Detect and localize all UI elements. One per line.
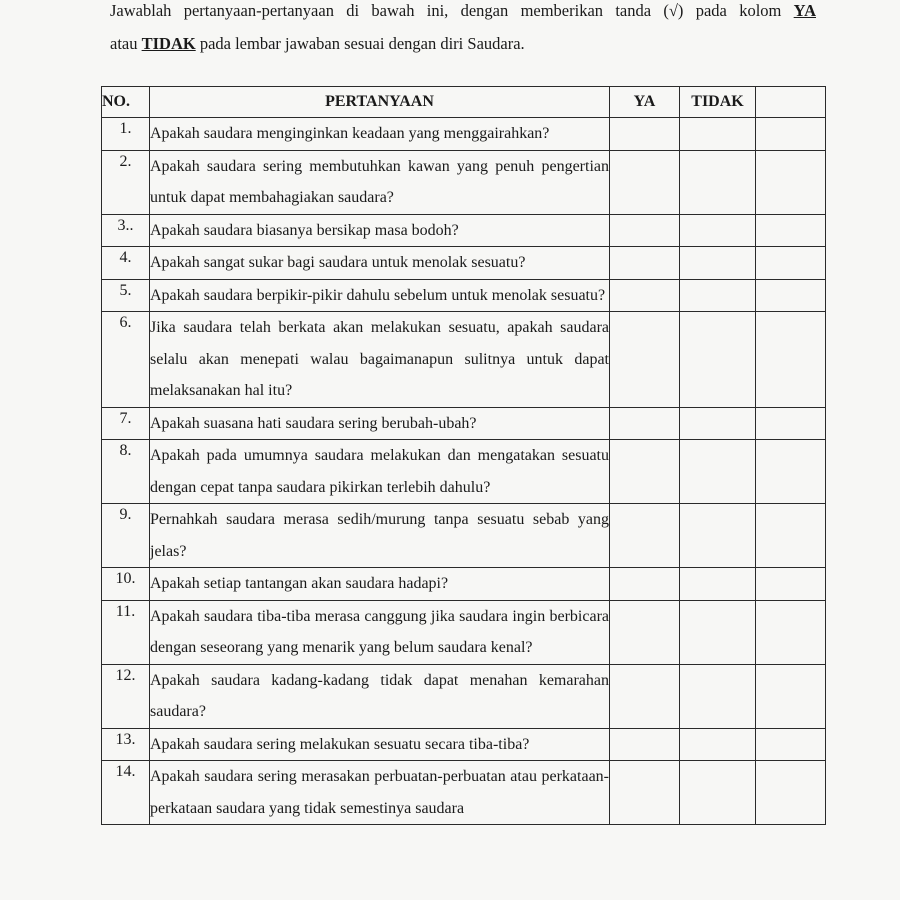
questionnaire-table [101,86,826,825]
extra-cell [756,664,826,728]
table-header-row [102,87,826,118]
question-number: 1. [102,118,150,151]
answer-tidak-cell[interactable] [680,440,756,504]
answer-ya-cell[interactable] [610,761,680,825]
question-text: Apakah setiap tantangan akan saudara hadapi? [150,568,610,601]
instructions-text-c: pada lembar jawaban sesuai dengan diri Saudara. [195,34,525,53]
question-text: Apakah pada umumnya saudara melakukan dan mengatakan sesuatu dengan cepat tanpa saudara pikirkan terlebih dahulu? [150,440,610,504]
instructions-line-2 [110,27,816,60]
answer-tidak-cell[interactable] [680,568,756,601]
instructions-text-b: atau [110,34,142,53]
table-row [102,118,826,151]
answer-ya-cell[interactable] [610,247,680,280]
question-number: 11. [102,600,150,664]
question-number: 2. [102,150,150,214]
table-row [102,247,826,280]
header-no: NO. [102,87,150,118]
table-row [102,214,826,247]
extra-cell [756,761,826,825]
question-text: Apakah saudara kadang-kadang tidak dapat menahan kemarahan saudara? [150,664,610,728]
table-row [102,728,826,761]
extra-cell [756,279,826,312]
question-text: Apakah saudara menginginkan keadaan yang menggairahkan? [150,118,610,151]
question-number: 13. [102,728,150,761]
header-question: PERTANYAAN [150,87,610,118]
table-row [102,150,826,214]
answer-tidak-cell[interactable] [680,118,756,151]
answer-ya-cell[interactable] [610,279,680,312]
question-number: 9. [102,504,150,568]
extra-cell [756,312,826,408]
instructions-line-1 [110,0,816,27]
answer-tidak-cell[interactable] [680,600,756,664]
table-row [102,761,826,825]
answer-tidak-cell[interactable] [680,728,756,761]
answer-tidak-cell[interactable] [680,761,756,825]
question-text: Apakah saudara berpikir-pikir dahulu sebelum untuk menolak sesuatu? [150,279,610,312]
answer-tidak-cell[interactable] [680,214,756,247]
extra-cell [756,407,826,440]
question-text: Apakah suasana hati saudara sering berubah-ubah? [150,407,610,440]
answer-ya-cell[interactable] [610,664,680,728]
question-text: Apakah sangat sukar bagi saudara untuk menolak sesuatu? [150,247,610,280]
extra-cell [756,504,826,568]
question-text: Apakah saudara biasanya bersikap masa bodoh? [150,214,610,247]
extra-cell [756,600,826,664]
question-number: 6. [102,312,150,408]
question-text: Apakah saudara sering merasakan perbuatan-perbuatan atau perkataan-perkataan saudara yang tidak semestinya saudara [150,761,610,825]
table-row [102,568,826,601]
answer-ya-cell[interactable] [610,407,680,440]
table-row [102,312,826,408]
extra-cell [756,247,826,280]
question-number: 10. [102,568,150,601]
question-text: Jika saudara telah berkata akan melakukan sesuatu, apakah saudara selalu akan menepati walau bagaimanapun sulitnya untuk dapat melaksanakan hal itu? [150,312,610,408]
answer-tidak-cell[interactable] [680,664,756,728]
answer-ya-cell[interactable] [610,214,680,247]
table-row [102,600,826,664]
question-text: Pernahkah saudara merasa sedih/murung tanpa sesuatu sebab yang jelas? [150,504,610,568]
extra-cell [756,440,826,504]
answer-ya-cell[interactable] [610,150,680,214]
answer-tidak-cell[interactable] [680,150,756,214]
answer-ya-cell[interactable] [610,118,680,151]
answer-tidak-cell[interactable] [680,407,756,440]
extra-cell [756,568,826,601]
answer-tidak-cell[interactable] [680,504,756,568]
instructions [110,0,816,60]
table-row [102,504,826,568]
table-row [102,407,826,440]
answer-tidak-cell[interactable] [680,279,756,312]
instructions-ya: YA [793,1,816,20]
question-number: 14. [102,761,150,825]
extra-cell [756,214,826,247]
question-text: Apakah saudara tiba-tiba merasa canggung jika saudara ingin berbicara dengan seseorang yang menarik yang belum saudara kenal? [150,600,610,664]
answer-tidak-cell[interactable] [680,312,756,408]
header-extra [756,87,826,118]
question-text: Apakah saudara sering melakukan sesuatu secara tiba-tiba? [150,728,610,761]
extra-cell [756,150,826,214]
question-number: 12. [102,664,150,728]
extra-cell [756,728,826,761]
answer-ya-cell[interactable] [610,440,680,504]
question-number: 8. [102,440,150,504]
answer-ya-cell[interactable] [610,312,680,408]
instructions-tidak: TIDAK [141,34,196,53]
question-number: 5. [102,279,150,312]
answer-ya-cell[interactable] [610,504,680,568]
answer-ya-cell[interactable] [610,568,680,601]
table-row [102,440,826,504]
table-row [102,279,826,312]
extra-cell [756,118,826,151]
header-ya: YA [610,87,680,118]
question-number: 7. [102,407,150,440]
instructions-text-a: Jawablah pertanyaan-pertanyaan di bawah ini, dengan memberikan tanda (√) pada kolom [110,1,794,20]
answer-tidak-cell[interactable] [680,247,756,280]
question-number: 4. [102,247,150,280]
header-tidak: TIDAK [680,87,756,118]
table-row [102,664,826,728]
question-number: 3.. [102,214,150,247]
answer-ya-cell[interactable] [610,600,680,664]
question-text: Apakah saudara sering membutuhkan kawan yang penuh pengertian untuk dapat membahagiakan saudara? [150,150,610,214]
answer-ya-cell[interactable] [610,728,680,761]
